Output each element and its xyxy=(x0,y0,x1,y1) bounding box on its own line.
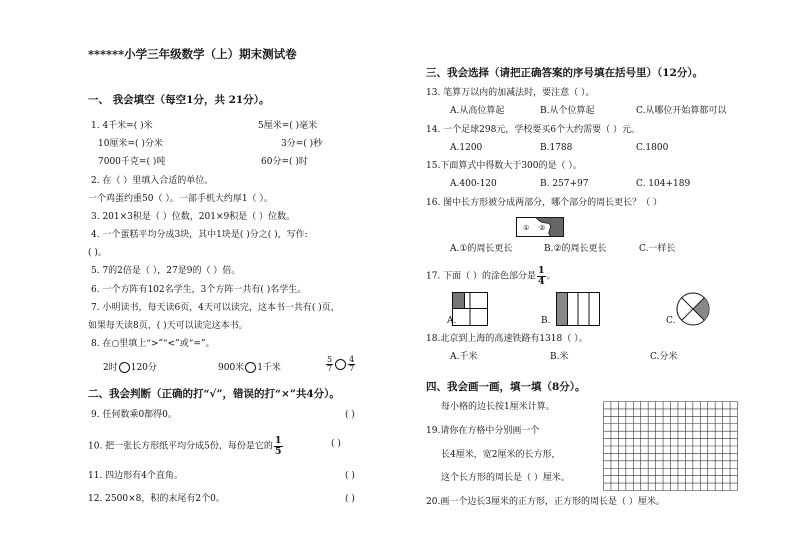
q5-text: 5. 7的2倍是（ ），27是9的（ ）倍。 xyxy=(91,266,241,276)
q15-text: 15.下面算式中得数大于300的是（ ）。 xyxy=(426,161,582,171)
q19-text-2: 长4厘米，宽2厘米的长方形， xyxy=(441,450,561,460)
q13-option-b[interactable]: B.从个位算起 xyxy=(540,106,595,116)
q1-km: 1. 4千米=( )米 xyxy=(91,121,153,131)
q18-option-b[interactable]: B.米 xyxy=(550,352,569,362)
q16-text: 16. 图中长方形被分成两部分，哪个部分的周长更长？（ ） xyxy=(426,198,663,208)
q2-items: 一个鸡蛋约重50（ ）。一部手机大约厚1（ ）。 xyxy=(88,194,273,204)
q16-rectangle-figure xyxy=(516,217,564,237)
drawing-grid[interactable] xyxy=(603,401,738,491)
q16-option-b[interactable]: B.②的周长更长 xyxy=(544,244,607,254)
q3-text: 3. 201×3积是（ ）位数，201×9积是（ ）位数。 xyxy=(91,212,296,222)
fraction: $\frac{1}{4}$ xyxy=(538,265,545,287)
region-2-label: ② xyxy=(539,224,546,232)
q18-option-c[interactable]: C.分米 xyxy=(650,352,678,362)
fraction: $\frac{5}{7}$ xyxy=(327,355,333,373)
q8-compare-a xyxy=(103,362,157,373)
q12-text: 12. 2500×8，积的末尾有2个0。 xyxy=(88,494,225,504)
q16-option-a[interactable]: A.①的周长更长 xyxy=(450,244,513,254)
region-1-label: ① xyxy=(523,224,530,232)
q2-text: 2. 在（ ）里填入合适的单位。 xyxy=(91,176,214,186)
q17-text: 17. 下面（ ）的涂色部分是 $\frac{1}{4}$ 。 xyxy=(426,265,556,287)
q11-text: 11. 四边形有4个直角。 xyxy=(88,471,183,481)
q13-option-a[interactable]: A.从高位算起 xyxy=(450,106,505,116)
fraction: $\frac{1}{5}$ xyxy=(274,435,282,457)
q17-option-a[interactable]: A. xyxy=(447,316,457,326)
q16-option-c[interactable]: C.一样长 xyxy=(639,244,676,254)
section-2-header: 二、我会判断（正确的打“√”，错误的打“×”共4分）。 xyxy=(88,388,340,400)
q10-text: 10. 把一张长方形纸平均分成5份，每份是它的 $\frac{1}{5}$ xyxy=(88,435,282,457)
section-4-header: 四、我会画一画，填一填（8分）。 xyxy=(426,381,586,393)
compare-circle[interactable] xyxy=(335,359,346,370)
q13-option-c[interactable]: C.从哪位开始算都可以 xyxy=(636,106,727,116)
q4-text: 4. 一个蛋糕平均分成3块，其中1块是( )分之( )，写作: xyxy=(91,230,308,240)
fraction: $\frac{4}{7}$ xyxy=(349,355,355,373)
q17-option-c[interactable]: C. xyxy=(666,316,676,326)
q20-text: 20.画一个边长3厘米的正方形，正方形的周长是（ ）厘米。 xyxy=(426,497,665,507)
q8-text: 8. 在○里填上“>”“<”或“=”。 xyxy=(91,339,215,349)
q1-ton: 7000千克=( )吨 xyxy=(98,157,166,167)
q7-continuation: 如果每天读8页，( )天可以读完这本书。 xyxy=(88,321,248,331)
q13-text: 13. 笔算万以内的加减法时，要注意（ ）。 xyxy=(426,88,595,98)
q10-answer[interactable]: ( ) xyxy=(331,439,341,449)
q15-option-b[interactable]: B. 257+97 xyxy=(540,179,589,189)
q9-text: 9. 任何数乘0都得0。 xyxy=(91,410,177,420)
q9-answer[interactable]: ( ) xyxy=(345,410,355,420)
page-title: ******小学三年级数学（上）期末测试卷 xyxy=(88,47,297,61)
q18-option-a[interactable]: A.千米 xyxy=(450,352,478,362)
compare-circle[interactable] xyxy=(245,362,256,373)
q8-a-left: 2时 xyxy=(103,363,118,373)
q19-text-3: 这个长方形的周长是（ ）厘米。 xyxy=(441,473,570,483)
q1-hour: 60分=( )时 xyxy=(261,157,308,167)
q15-option-a[interactable]: A.400-120 xyxy=(450,179,497,189)
q6-text: 6. 一个方阵有102名学生，3个方阵一共有( )名学生。 xyxy=(91,285,307,295)
q14-option-c[interactable]: C.1800 xyxy=(636,143,669,153)
q4-continuation: ( )。 xyxy=(88,248,107,258)
q15-option-c[interactable]: C. 104+189 xyxy=(636,179,691,189)
q19-text: 19.请你在方格中分别画一个 xyxy=(426,426,540,436)
q8-compare-c xyxy=(325,356,356,373)
section-1-header: 一、 我会填空（每空1分，共 21分）。 xyxy=(88,94,270,106)
q17-option-b[interactable]: B. xyxy=(541,316,551,326)
q8-b-right: 1千米 xyxy=(257,363,281,373)
q12-answer[interactable]: ( ) xyxy=(345,494,355,504)
q18-text: 18.北京到上海的高速铁路有1318（ ）。 xyxy=(426,334,588,344)
q1-cm: 5厘米=( )毫米 xyxy=(258,121,318,131)
q7-text: 7. 小明读书，每天读6页，4天可以读完，这本书一共有( )页， xyxy=(91,303,340,313)
q17-figure-c xyxy=(676,292,710,326)
q11-answer[interactable]: ( ) xyxy=(345,471,355,481)
grid-note: 每小格的边长按1厘米计算。 xyxy=(441,402,555,412)
q14-option-a[interactable]: A.1200 xyxy=(450,143,483,153)
q14-text: 14. 一个足球298元，学校要买6个大约需要（ ）元。 xyxy=(426,125,640,135)
q17-figure-a xyxy=(452,292,488,326)
q8-compare-b xyxy=(218,362,281,373)
section-3-header: 三、我会选择（请把正确答案的序号填在括号里）（12分）。 xyxy=(426,67,704,79)
q1-sec: 3分=( )秒 xyxy=(281,139,323,149)
q14-option-b[interactable]: B.1788 xyxy=(540,143,573,153)
q8-b-left: 900米 xyxy=(218,363,245,373)
q1-dm: 10厘米=( )分米 xyxy=(98,139,163,149)
compare-circle[interactable] xyxy=(119,362,130,373)
q17-figure-b xyxy=(556,292,600,326)
q8-a-right: 120分 xyxy=(130,363,157,373)
